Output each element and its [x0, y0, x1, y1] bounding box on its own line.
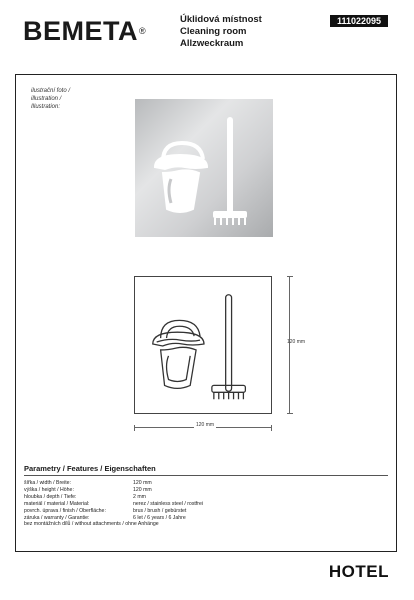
height-dimension-line	[289, 276, 291, 414]
spec-row-finish	[24, 508, 203, 515]
logo-text: BEMETA	[23, 16, 138, 46]
spec-label: povrch. úprava / finish / Oberfläche:	[24, 507, 106, 514]
specs-divider	[24, 475, 388, 476]
registered-mark: ®	[139, 26, 147, 36]
spec-row-height	[24, 487, 203, 494]
spec-label: hloubka / depth / Tiefe:	[24, 493, 77, 500]
spec-value: 2 mm	[133, 493, 146, 500]
height-dimension-label: 120 mm	[287, 339, 306, 345]
spec-value: 120 mm	[133, 486, 152, 493]
title-cz: Úklidová místnost	[180, 14, 262, 25]
spec-value: 6 let / 6 years / 6 Jahre	[133, 514, 186, 521]
spec-label: šířka / width / Breite:	[24, 480, 71, 486]
specs-table	[24, 480, 203, 528]
illustration-note	[31, 87, 70, 111]
spec-row-width	[24, 480, 203, 487]
sign-photo	[135, 99, 273, 237]
spec-row-depth	[24, 494, 203, 501]
illustration-note-cz: ilustrační foto /	[31, 88, 71, 94]
spec-value: 120 mm	[133, 480, 152, 486]
spec-row-material	[24, 501, 203, 508]
spec-label: bez montážních dílů / without attachments / ohne Anhänge	[24, 521, 159, 528]
specs-title: Parametry / Features / Eigenschaften	[24, 464, 156, 473]
bucket-mop-outline-icon	[153, 295, 246, 399]
title-en: Cleaning room	[180, 26, 247, 37]
illustration-note-en: illustration /	[31, 96, 62, 102]
bemeta-logo	[23, 16, 146, 46]
spec-value: brus / brush / gebürstet	[133, 507, 187, 514]
product-code: 111022095	[330, 15, 388, 27]
spec-value: nerez / stainless steel / rostfrei	[133, 500, 204, 507]
title-de: Allzweckraum	[180, 38, 244, 49]
spec-label: výška / height / Höhe:	[24, 486, 74, 493]
width-dimension-label: 120 mm	[196, 422, 215, 428]
spec-label: záruka / warranty / Garantie:	[24, 514, 90, 521]
spec-row-attachments	[24, 521, 203, 528]
illustration-note-de: Illustration:	[31, 104, 61, 110]
sign-drawing	[134, 276, 272, 414]
spec-label: materiál / material / Material:	[24, 500, 90, 507]
category-label: HOTEL	[328, 562, 389, 581]
product-titles	[180, 14, 262, 50]
